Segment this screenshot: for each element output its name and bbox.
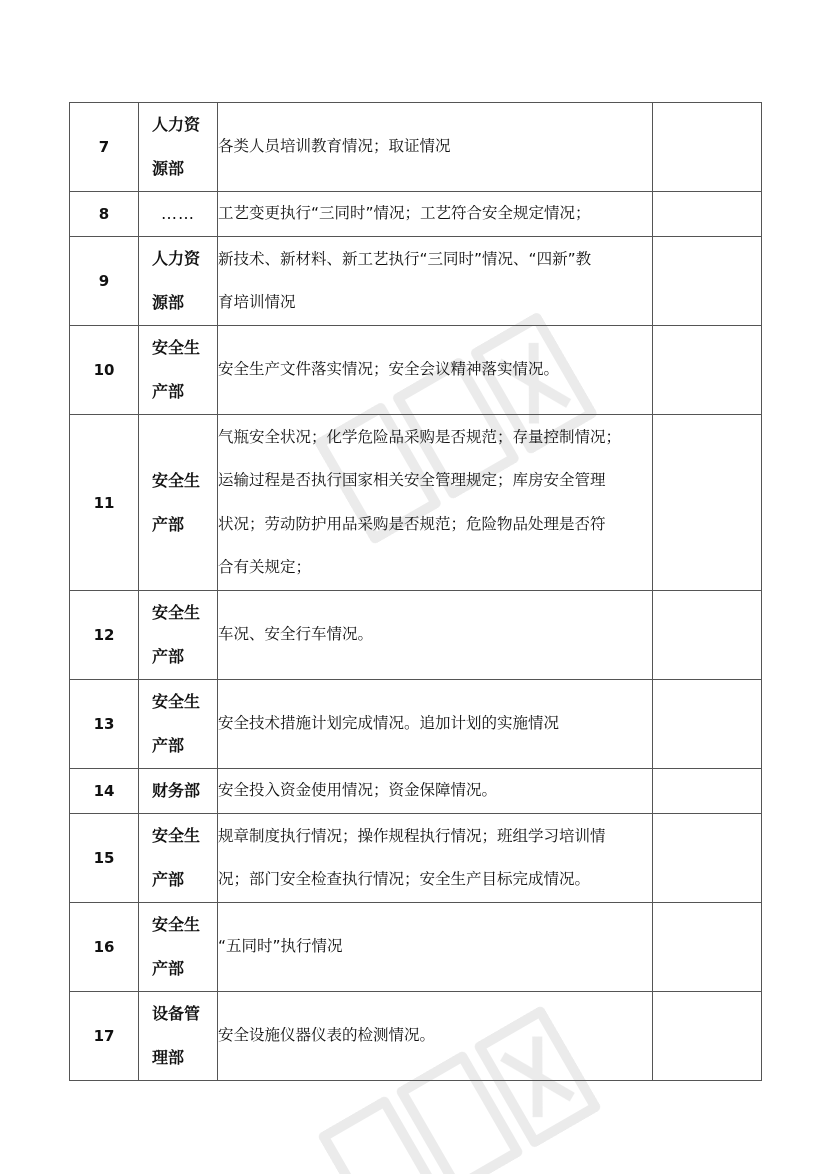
department-name: 人力资源部 [152, 249, 201, 312]
department-name: 安全生产部 [152, 470, 201, 534]
table-row [70, 237, 762, 326]
row-number: 12 [70, 591, 139, 680]
row-number: 16 [70, 903, 139, 992]
row-number: 10 [70, 326, 139, 415]
content-line-text: 安全生产文件落实情况；安全会议精神落实情况。 [218, 360, 560, 379]
department-name: 设备管理部 [152, 1004, 201, 1067]
row-number: 17 [70, 992, 139, 1081]
content-line-text: 车况、安全行车情况。 [218, 625, 374, 644]
inspection-content-cell [218, 992, 653, 1081]
department-cell [139, 680, 218, 769]
remarks-cell [653, 192, 762, 237]
inspection-content-cell [218, 591, 653, 680]
inspection-content-cell [218, 814, 653, 903]
content-line [218, 238, 652, 282]
content-line [218, 459, 652, 503]
content-line [218, 192, 652, 236]
content-line-text: 合有关规定； [218, 558, 312, 576]
content-line [218, 503, 652, 547]
content-line-text: “五同时”执行情况 [218, 937, 343, 956]
content-line [218, 348, 652, 392]
table-row [70, 992, 762, 1081]
department-name: 安全生产部 [152, 338, 201, 401]
table-row [70, 814, 762, 903]
content-line [218, 815, 652, 859]
content-line [218, 125, 652, 169]
department-name: 人力资源部 [152, 115, 201, 178]
content-line [218, 702, 652, 746]
remarks-cell [653, 680, 762, 769]
content-line-text: 状况；劳动防护用品采购是否规范；危险物品处理是否符 [218, 514, 606, 533]
remarks-cell [653, 769, 762, 814]
content-line-text: 工艺变更执行“三同时”情况；工艺符合安全规定情况； [218, 204, 591, 223]
department-cell [139, 103, 218, 192]
remarks-cell [653, 415, 762, 591]
row-number: 14 [70, 769, 139, 814]
remarks-cell [653, 326, 762, 415]
table-row [70, 415, 762, 591]
inspection-content-cell [218, 192, 653, 237]
department-name: 财务部 [152, 781, 201, 800]
row-number: 13 [70, 680, 139, 769]
content-line-text: 运输过程是否执行国家相关安全管理规定；库房安全管理 [218, 471, 606, 489]
row-number: 9 [70, 237, 139, 326]
content-line-text: 况；部门安全检查执行情况；安全生产目标完成情况。 [218, 870, 591, 888]
content-line-text: 各类人员培训教育情况；取证情况 [218, 137, 451, 156]
content-line-text: 规章制度执行情况；操作规程执行情况；班组学习培训情 [218, 826, 606, 845]
content-line [218, 416, 652, 460]
table-row [70, 103, 762, 192]
table-row [70, 192, 762, 237]
department-name: 安全生产部 [152, 826, 201, 889]
department-cell [139, 415, 218, 591]
table-row [70, 903, 762, 992]
department-name: 安全生产部 [152, 603, 201, 666]
content-line [218, 613, 652, 657]
content-line [218, 1014, 652, 1058]
row-number: 8 [70, 192, 139, 237]
inspection-content-cell [218, 326, 653, 415]
inspection-content-cell [218, 903, 653, 992]
remarks-cell [653, 591, 762, 680]
content-line-text: 育培训情况 [218, 293, 296, 311]
remarks-cell [653, 814, 762, 903]
table-row [70, 591, 762, 680]
department-cell [139, 769, 218, 814]
department-cell [139, 591, 218, 680]
table-row [70, 326, 762, 415]
department-cell [139, 237, 218, 326]
content-line-text: 安全设施仪器仪表的检测情况。 [218, 1026, 436, 1045]
department-name: …… [161, 204, 195, 223]
content-line [218, 858, 652, 902]
inspection-content-cell [218, 415, 653, 591]
content-line [218, 281, 652, 325]
inspection-content-cell [218, 769, 653, 814]
content-line-text: 安全技术措施计划完成情况。追加计划的实施情况 [218, 714, 560, 733]
remarks-cell [653, 103, 762, 192]
content-line [218, 925, 652, 969]
department-cell [139, 326, 218, 415]
department-cell [139, 814, 218, 903]
department-cell [139, 192, 218, 237]
table-row [70, 680, 762, 769]
inspection-content-cell [218, 680, 653, 769]
content-line-text: 安全投入资金使用情况；资金保障情况。 [218, 781, 498, 800]
content-line [218, 546, 652, 590]
row-number: 11 [70, 415, 139, 591]
inspection-content-cell [218, 237, 653, 326]
inspection-content-cell [218, 103, 653, 192]
remarks-cell [653, 992, 762, 1081]
content-line-text: 气瓶安全状况；化学危险品采购是否规范；存量控制情况； [218, 427, 622, 446]
table-row [70, 769, 762, 814]
inspection-table [69, 102, 762, 1081]
inspection-table-body [70, 103, 762, 1081]
remarks-cell [653, 903, 762, 992]
department-name: 安全生产部 [152, 692, 201, 755]
row-number: 15 [70, 814, 139, 903]
department-name: 安全生产部 [152, 915, 201, 978]
content-line-text: 新技术、新材料、新工艺执行“三同时”情况、“四新”教 [218, 249, 592, 268]
department-cell [139, 992, 218, 1081]
remarks-cell [653, 237, 762, 326]
row-number: 7 [70, 103, 139, 192]
department-cell [139, 903, 218, 992]
content-line [218, 769, 652, 813]
